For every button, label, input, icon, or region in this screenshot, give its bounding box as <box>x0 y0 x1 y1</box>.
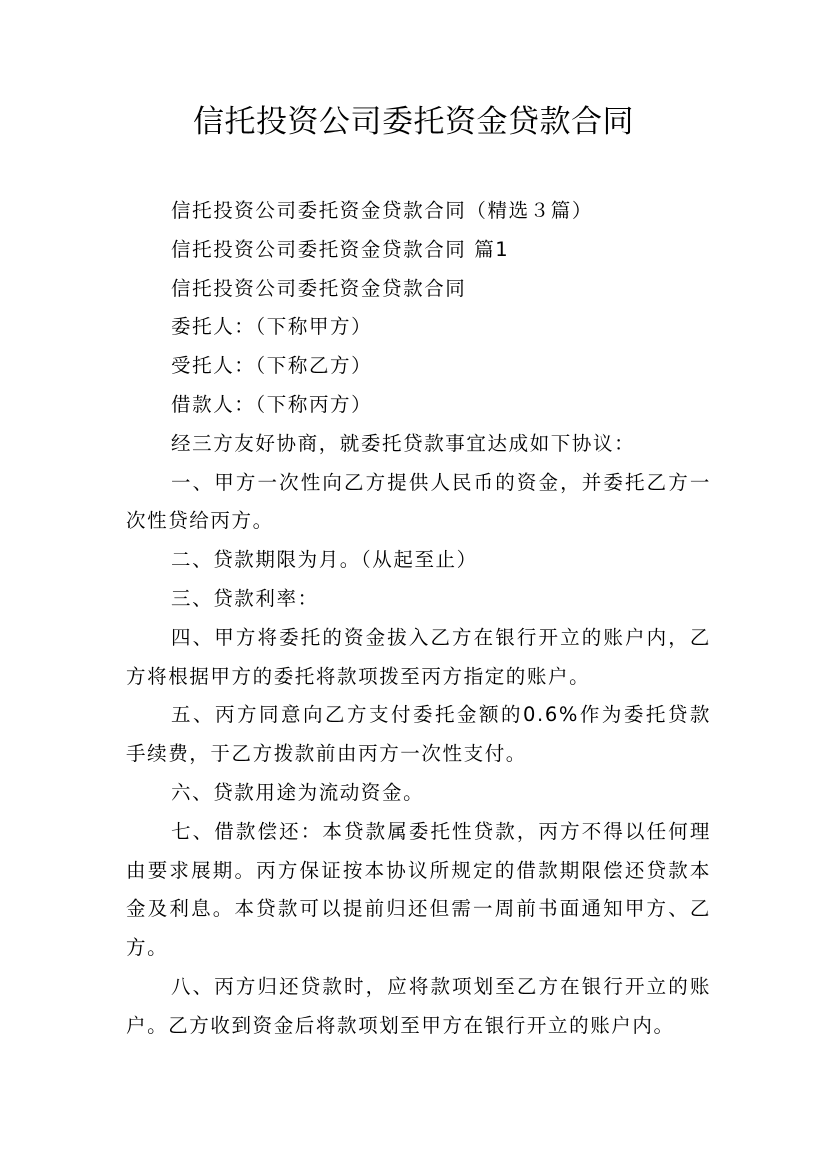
document-body <box>126 192 711 1046</box>
clause-3: 三、贷款利率： <box>171 586 319 610</box>
paragraph-agreement-intro: 经三方友好协商，就委托贷款事宜达成如下协议： <box>171 431 636 455</box>
clause-7: 七、借款偿还：本贷款属委托性贷款，丙方不得以任何理由要求展期。丙方保证按本协议所规定的借款期限偿还贷款本金及利息。本贷款可以提前归还但需一周前书面通知甲方、乙方。 <box>126 819 711 960</box>
clause-6: 六、贷款用途为流动资金。 <box>171 780 425 804</box>
clause-1: 一、甲方一次性向乙方提供人民币的资金，并委托乙方一次性贷给丙方。 <box>126 470 711 533</box>
paragraph-party-b: 受托人：（下称乙方） <box>171 354 373 378</box>
clause-5: 五、丙方同意向乙方支付委托金额的0.6%作为委托贷款手续费，于乙方拨款前由丙方一次性支付。 <box>126 703 711 766</box>
clause-8: 八、丙方归还贷款时，应将款项划至乙方在银行开立的账户。乙方收到资金后将款项划至甲方在银行开立的账户内。 <box>126 974 711 1037</box>
paragraph-contract-name: 信托投资公司委托资金贷款合同 <box>171 276 467 300</box>
clause-2: 二、贷款期限为月。（从起至止） <box>171 548 478 572</box>
paragraph-section-heading: 信托投资公司委托资金贷款合同 篇1 <box>171 237 510 261</box>
paragraph-party-c: 借款人：（下称丙方） <box>171 392 373 416</box>
paragraph-party-a: 委托人：（下称甲方） <box>171 315 373 339</box>
clause-4: 四、甲方将委托的资金拔入乙方在银行开立的账户内，乙方将根据甲方的委托将款项拨至丙方指定的账户。 <box>126 625 711 688</box>
paragraph-subtitle: 信托投资公司委托资金贷款合同（精选３篇） <box>171 199 594 222</box>
document-title: 信托投资公司委托资金贷款合同 <box>193 104 634 140</box>
